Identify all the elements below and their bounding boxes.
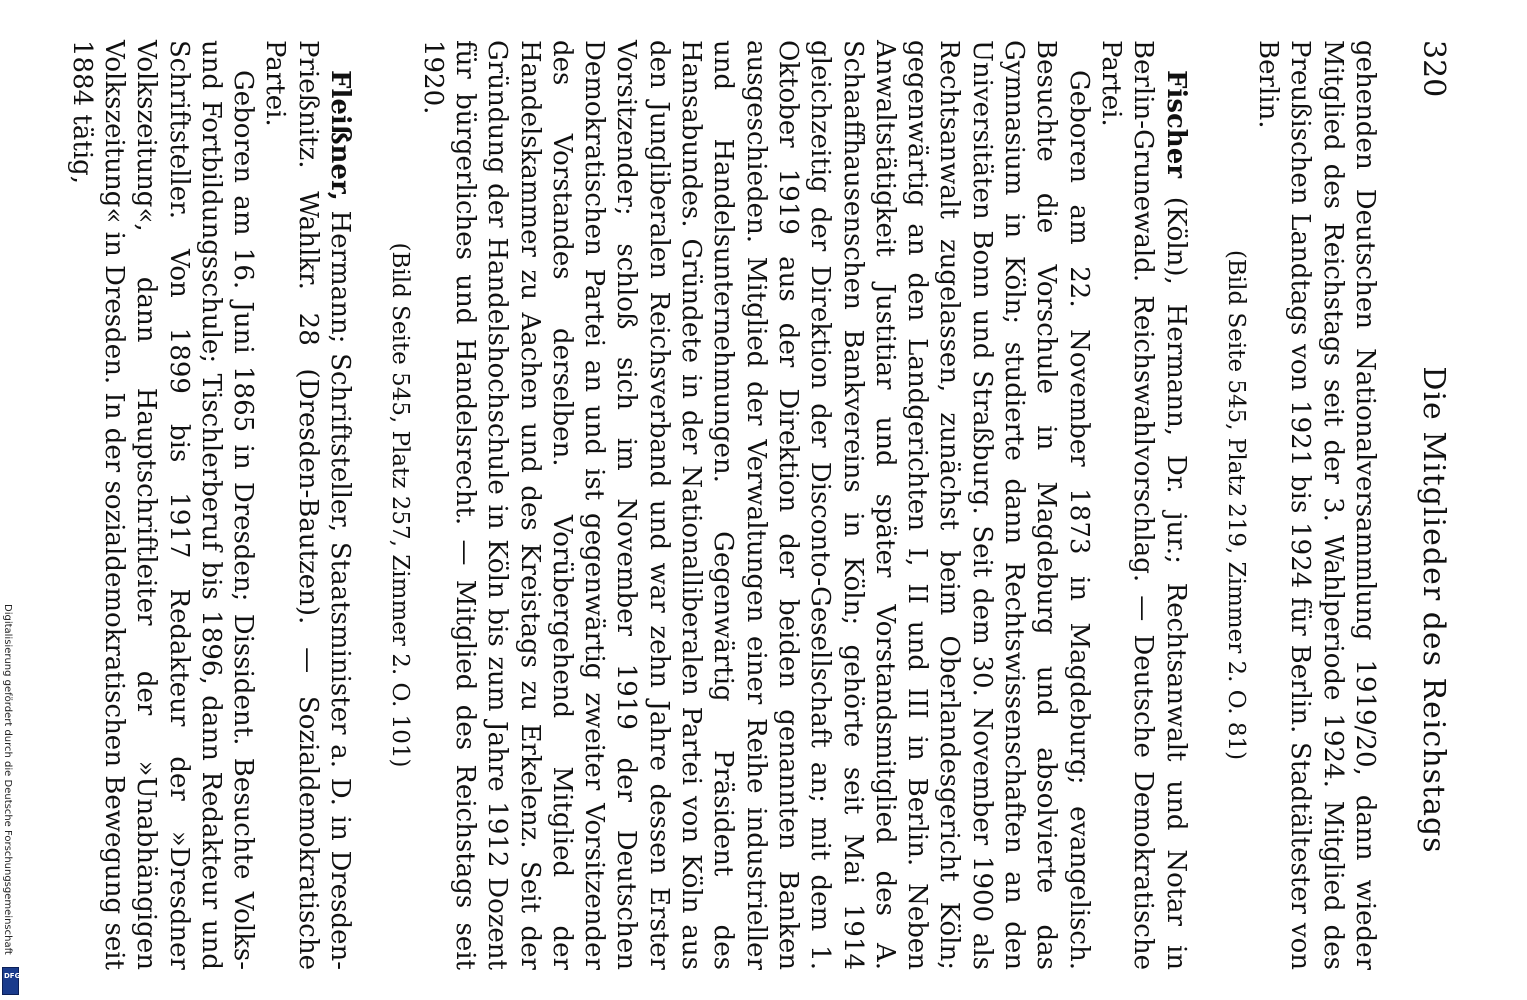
digitization-credit [0,604,21,994]
continuation-text: gehenden Deutschen Nationalversammlung 1919/20, dann wieder Mitglied des Reichstags seit der 3. Wahlperiode 1924. Mitglied des Preußischen Landtags von 1921 bis 1924 für Berlin. Stadtältester von Berlin. [1253,40,1380,970]
digitization-credit-text: Digitalisierung gefördert durch die Deutsche Forschungsgemeinschaft [2,604,13,955]
page-body [65,40,1381,970]
page-number: 320 [1416,40,1451,98]
entry-name: Fischer [1160,70,1191,178]
entry-heading-text: (Köln), Hermann, Dr. jur.; Rechtsanwalt und Notar in Berlin-Grunewald. Reichswahlvorschlag. — Deutsche Demokratische Partei. [1095,40,1191,971]
document-page [27,0,1467,1000]
entry-citation: (Bild Seite 545, Platz 257, Zimmer 2. O. 101) [387,242,414,768]
continuation-citation: (Bild Seite 545, Platz 219, Zimmer 2. O. 81) [1222,249,1249,761]
dfg-logo [2,967,19,995]
entry-heading-text: Hermann; Schriftsteller, Staatsminister a. D. in Dresden-Prießnitz. Wahlkr. 28 (Dresden-Bautzen). — Sozialdemokratische Partei. [260,40,356,971]
running-title: Die Mitglieder des Reichstags [1416,366,1451,854]
entry-heading [1095,40,1192,970]
entry-body: Geboren am 16. Juni 1865 in Dresden; Dissident. Besuchte Volks- und Fortbildungsschule; Tischlerberuf bis 1896, dann Redakteur und Schriftsteller. Von 1899 bis 1917 Redakteur der »Dresdner Volkszeitung«, dann Hauptschriftleiter der »Unabhängigen Volkszeitung« in Dresden. In der sozialdemokratischen Bewegung seit 1884 tätig, [66,40,259,970]
biography-entry-fleissner [65,40,356,970]
dfg-logo-text: DFG [4,972,21,980]
biography-entry-fischer [384,40,1191,970]
entry-body: Geboren am 22. November 1873 in Magdeburg; evangelisch. Besuchte die Vorschule in Magdeburg und absolvierte das Gymnasium in Köln; studierte dann Rechtswissenschaften an den Universitäten Bonn und Straßburg. Seit dem 30. November 1900 als Rechtsanwalt zugelassen, zunächst beim Oberlandesgericht Köln; gegenwärtig an den Landgerichten I, II und III in Berlin. Neben Anwaltstätigkeit Justitiar und später Vorstandsmitglied des A. Schaaffhausenschen Bankvereins in Köln; gehörte seit Mai 1914 gleichzeitig der Direktion der Disconto-Gesellschaft an; mit dem 1. Oktober 1919 aus der Direktion der beiden genannten Banken ausgeschieden. Mitglied der Verwaltungen einer Reihe industrieller und Handelsunternehmungen. Gegenwärtig Präsident des Hansabundes. Gründete in der Nationalliberalen Partei von Köln aus den Jungliberalen Reichsverband und war zehn Jahre dessen Erster Vorsitzender; schloß sich im November 1919 der Deutschen Demokratischen Partei an und ist gegenwärtig zweiter Vorsitzender des Vorstandes derselben. Vorübergehend Mitglied der Handelskammer zu Aachen und des Kreistags zu Erkelenz. Seit der Gründung der Handelshochschule in Köln bis zum Jahre 1912 Dozent für bürgerliches und Handelsrecht. — Mitglied des Reichstags seit 1920. [417,40,1094,970]
entry-name: Fleißner, [325,70,356,201]
entry-heading [259,40,356,970]
page-header [1405,0,1453,1000]
